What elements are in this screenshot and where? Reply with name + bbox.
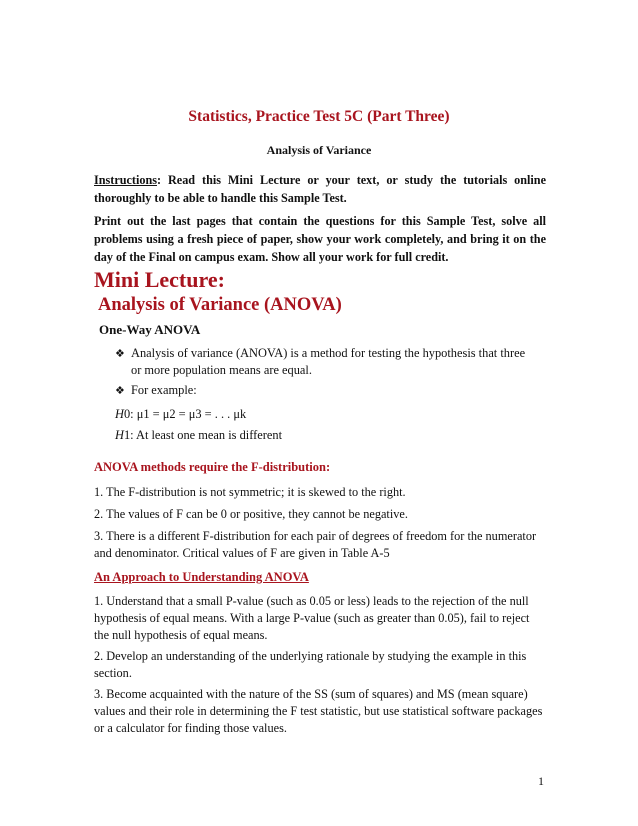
bullet-item	[115, 382, 531, 399]
diamond-bullet-icon: ❖	[115, 384, 125, 397]
print-instructions-paragraph: Print out the last pages that contain the questions for this Sample Test, solve all problems using a fresh piece of paper, show your work completely, and bring it on the day of the Final on campus exam. Show all your work for full credit.	[94, 214, 546, 264]
approach-item: 1. Understand that a small P-value (such as 0.05 or less) leads to the rejection of the null hypothesis of equal means. With a large P-value (such as greater than 0.05), fail to reject the null hypothesis of equal means.	[94, 594, 530, 642]
h0-text: 0: μ1 = μ2 = μ3 = . . . μk	[123, 407, 247, 421]
instructions-label: Instructions	[94, 173, 157, 187]
instructions-text: : Read this Mini Lecture or your text, or study the tutorials online thoroughly to be able to handle this Sample Test.	[94, 173, 546, 205]
f-distribution-item: 3. There is a different F-distribution for each pair of degrees of freedom for the numerator and denominator. Critical values of F are given in Table A-5	[94, 529, 537, 560]
f-distribution-heading: ANOVA methods require the F-distribution:	[94, 460, 331, 474]
f-distribution-item: 2. The values of F can be 0 or positive, they cannot be negative.	[94, 507, 408, 521]
approach-item: 2. Develop an understanding of the underlying rationale by studying the example in this section.	[94, 649, 527, 680]
h0-label: H	[115, 407, 124, 421]
page-number: 1	[538, 774, 544, 788]
approach-item: 3. Become acquainted with the nature of the SS (sum of squares) and MS (mean square) values and their role in determining the F test statistic, but use statistical software packages or a calculator for finding those values.	[94, 687, 543, 735]
h1-text: 1: At least one mean is different	[123, 428, 283, 442]
mini-lecture-heading: Mini Lecture:	[94, 267, 225, 292]
page-subtitle: Analysis of Variance	[266, 143, 372, 157]
f-distribution-item: 1. The F-distribution is not symmetric; it is skewed to the right.	[94, 485, 406, 499]
approach-heading: An Approach to Understanding ANOVA	[94, 570, 309, 584]
h1-label: H	[115, 428, 124, 442]
bullet-text: Analysis of variance (ANOVA) is a method for testing the hypothesis that three or more population means are equal.	[131, 346, 526, 377]
alternative-hypothesis	[115, 428, 282, 443]
anova-heading: Analysis of Variance (ANOVA)	[98, 295, 342, 315]
null-hypothesis	[115, 407, 246, 422]
bullet-text: For example:	[131, 383, 197, 397]
diamond-bullet-icon: ❖	[115, 347, 125, 360]
page-title: Statistics, Practice Test 5C (Part Three)	[188, 108, 450, 125]
one-way-anova-heading: One-Way ANOVA	[99, 322, 201, 337]
instructions-paragraph	[94, 171, 546, 207]
bullet-item	[115, 345, 531, 379]
